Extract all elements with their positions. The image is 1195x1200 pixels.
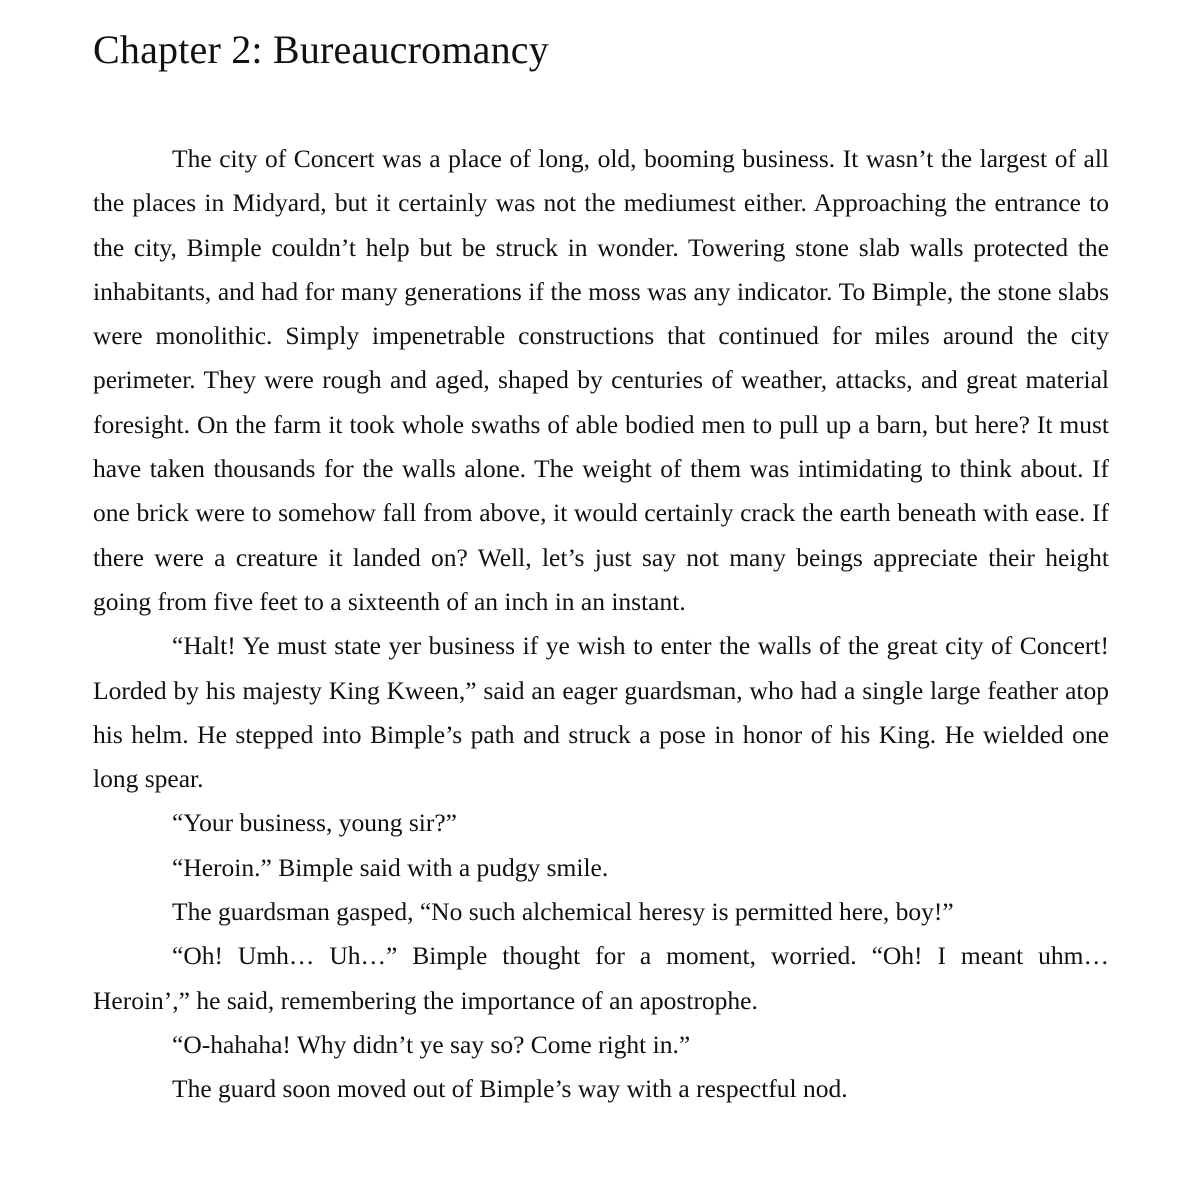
paragraph-closing: The guard soon moved out of Bimple’s way with a respectful nod.: [172, 1074, 848, 1104]
paragraph-dialogue: “Heroin.” Bimple said with a pudgy smile.: [172, 852, 609, 882]
chapter-title: Chapter 2: Bureaucromancy: [93, 27, 549, 72]
paragraph-guardsman-halt: “Halt! Ye must state yer business if ye wish to enter the walls of the great city of Concert! Lorded by his majesty King Kween,” said an eager guardsman, who had a single large feather atop his helm. He stepped into Bimple’s path and struck a pose in honor of his King. He wielded one long spear.: [93, 631, 1109, 794]
paragraph-opening: The city of Concert was a place of long, old, booming business. It wasn’t the largest of all the places in Midyard, but it certainly was not the mediumest either. Approaching the entrance to the city, Bimple couldn’t help but be struck in wonder. Towering stone slab walls protected the inhabitants, and had for many generations if the moss was any indicator. To Bimple, the stone slabs were monolithic. Simply impenetrable constructions that continued for miles around the city perimeter. They were rough and aged, shaped by centuries of weather, attacks, and great material foresight. On the farm it took whole swaths of able bodied men to pull up a barn, but here? It must have taken thousands for the walls alone. The weight of them was intimidating to think about. If one brick were to somehow fall from above, it would certainly crack the earth beneath with ease. If there were a creature it landed on? Well, let’s just say not many beings appreciate their height going from five feet to a sixteenth of an inch in an instant.: [93, 144, 1109, 616]
chapter-body: [93, 137, 1109, 1112]
paragraph-dialogue: “O-hahaha! Why didn’t ye say so? Come right in.”: [172, 1029, 691, 1059]
paragraph-dialogue: “Your business, young sir?”: [172, 808, 457, 838]
paragraph-dialogue: The guardsman gasped, “No such alchemical heresy is permitted here, boy!”: [172, 897, 954, 927]
paragraph-dialogue: “Oh! Umh… Uh…” Bimple thought for a moment, worried. “Oh! I meant uhm… Heroin’,” he said, remembering the importance of an apostrophe.: [93, 941, 1109, 1015]
